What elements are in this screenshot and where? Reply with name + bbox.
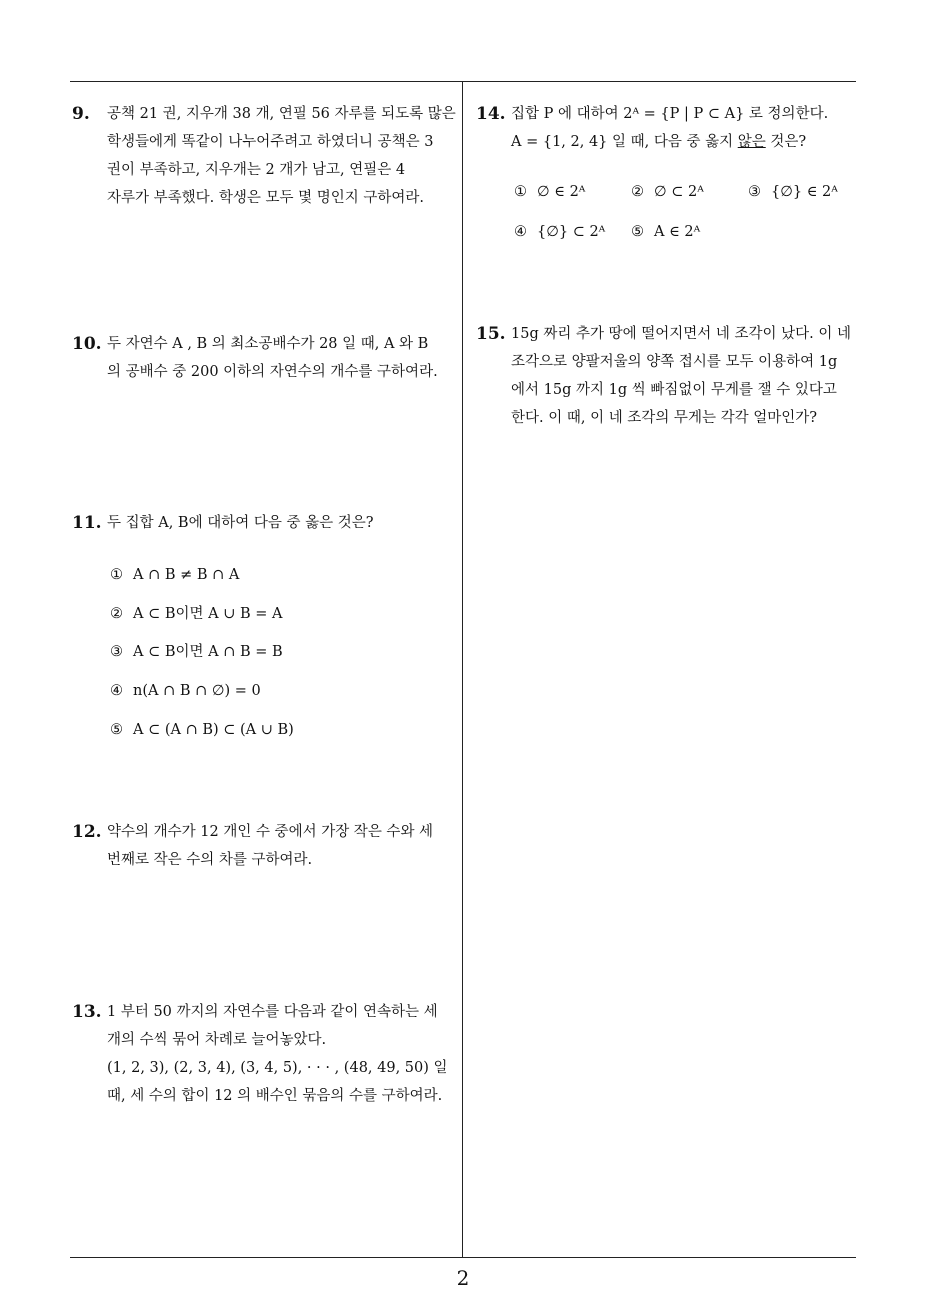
choice-text: ∅ ⊂ 2ᴬ bbox=[654, 184, 704, 200]
choice-text: {∅} ⊂ 2ᴬ bbox=[537, 224, 606, 240]
text-line: 약수의 개수가 12 개인 수 중에서 가장 작은 수와 세 bbox=[107, 824, 434, 840]
bottom-rule bbox=[70, 1257, 856, 1258]
choice-mark: ① bbox=[514, 184, 527, 200]
problem-10 bbox=[72, 330, 462, 386]
choice-4 bbox=[514, 218, 605, 246]
text-line: 학생들에게 똑같이 나누어주려고 하였더니 공책은 3 bbox=[107, 134, 434, 150]
text-line: 에서 15g 까지 1g 씩 빠짐없이 무게를 잴 수 있다고 bbox=[511, 382, 837, 398]
text-line: 두 집합 A, B에 대하여 다음 중 옳은 것은? bbox=[107, 515, 374, 531]
choice-3 bbox=[748, 178, 838, 206]
text-line: 집합 P 에 대하여 2ᴬ = {P | P ⊂ A} 로 정의한다. bbox=[511, 106, 829, 122]
choice-text: A ∩ B ≠ B ∩ A bbox=[133, 567, 240, 583]
choice-5 bbox=[110, 716, 294, 744]
choice-3 bbox=[110, 638, 283, 666]
text-line: 의 공배수 중 200 이하의 자연수의 개수를 구하여라. bbox=[107, 364, 438, 380]
problem-number: 15. bbox=[476, 324, 506, 344]
choice-text: A ⊂ (A ∩ B) ⊂ (A ∪ B) bbox=[133, 722, 294, 738]
text-line: 15g 짜리 추가 땅에 떨어지면서 네 조각이 났다. 이 네 bbox=[511, 326, 851, 342]
top-rule bbox=[70, 81, 856, 82]
choice-5 bbox=[631, 218, 700, 246]
page-number: 2 bbox=[456, 1266, 470, 1290]
text-segment: 것은? bbox=[765, 134, 807, 150]
choice-mark: ④ bbox=[514, 224, 527, 240]
problem-14 bbox=[476, 100, 856, 250]
choice-mark: ② bbox=[631, 184, 644, 200]
choice-mark: ⑤ bbox=[631, 224, 644, 240]
choice-text: n(A ∩ B ∩ ∅) = 0 bbox=[133, 683, 261, 699]
problem-number: 12. bbox=[72, 822, 102, 842]
choice-mark: ③ bbox=[748, 184, 761, 200]
text-line: 조각으로 양팔저울의 양쪽 접시를 모두 이용하여 1g bbox=[511, 354, 838, 370]
text-line: 1 부터 50 까지의 자연수를 다음과 같이 연속하는 세 bbox=[107, 1004, 438, 1020]
choice-mark: ⑤ bbox=[110, 722, 123, 738]
choice-mark: ③ bbox=[110, 644, 123, 660]
problem-number: 14. bbox=[476, 104, 506, 124]
problem-text bbox=[511, 320, 856, 432]
text-line: 권이 부족하고, 지우개는 2 개가 남고, 연필은 4 bbox=[107, 162, 406, 178]
text-line: 개의 수씩 묶어 차례로 늘어놓았다. bbox=[107, 1032, 327, 1048]
text-line: (1, 2, 3), (2, 3, 4), (3, 4, 5), · · · , (48, 49, 50) 일 bbox=[107, 1060, 448, 1076]
problem-question bbox=[511, 100, 856, 156]
problem-number: 11. bbox=[72, 513, 102, 533]
underlined-word: 않은 bbox=[737, 134, 766, 150]
choice-text: ∅ ∈ 2ᴬ bbox=[537, 184, 586, 200]
problem-11 bbox=[72, 509, 462, 749]
problem-13 bbox=[72, 998, 462, 1110]
choice-text: A ∈ 2ᴬ bbox=[654, 224, 701, 240]
problem-number: 9. bbox=[72, 104, 90, 124]
problem-number: 13. bbox=[72, 1002, 102, 1022]
problem-15 bbox=[476, 320, 856, 432]
text-line bbox=[511, 128, 856, 156]
choice-mark: ④ bbox=[110, 683, 123, 699]
choice-text: {∅} ∈ 2ᴬ bbox=[771, 184, 838, 200]
text-line: 번째로 작은 수의 차를 구하여라. bbox=[107, 852, 313, 868]
problem-text bbox=[107, 330, 462, 386]
text-line: 때, 세 수의 합이 12 의 배수인 묶음의 수를 구하여라. bbox=[107, 1088, 443, 1104]
text-line: 자루가 부족했다. 학생은 모두 몇 명인지 구하여라. bbox=[107, 190, 425, 206]
choice-1 bbox=[110, 561, 239, 589]
choice-text: A ⊂ B이면 A ∩ B = B bbox=[133, 644, 283, 660]
text-line: 공책 21 권, 지우개 38 개, 연필 56 자루를 되도록 많은 bbox=[107, 106, 456, 122]
text-segment: A = {1, 2, 4} 일 때, 다음 중 옳지 bbox=[511, 134, 738, 150]
problem-text bbox=[107, 998, 462, 1110]
text-line: 한다. 이 때, 이 네 조각의 무게는 각각 얼마인가? bbox=[511, 410, 817, 426]
choice-text: A ⊂ B이면 A ∪ B = A bbox=[133, 606, 283, 622]
problem-question bbox=[107, 509, 462, 537]
choice-2 bbox=[631, 178, 704, 206]
text-line: 두 자연수 A , B 의 최소공배수가 28 일 때, A 와 B bbox=[107, 336, 429, 352]
choice-mark: ① bbox=[110, 567, 123, 583]
problem-text bbox=[107, 100, 462, 212]
problem-12 bbox=[72, 818, 462, 874]
choice-2 bbox=[110, 600, 282, 628]
choice-mark: ② bbox=[110, 606, 123, 622]
choice-4 bbox=[110, 677, 261, 705]
problem-number: 10. bbox=[72, 334, 102, 354]
column-divider bbox=[462, 82, 463, 1257]
problem-9 bbox=[72, 100, 462, 212]
problem-text bbox=[107, 818, 462, 874]
choice-1 bbox=[514, 178, 585, 206]
